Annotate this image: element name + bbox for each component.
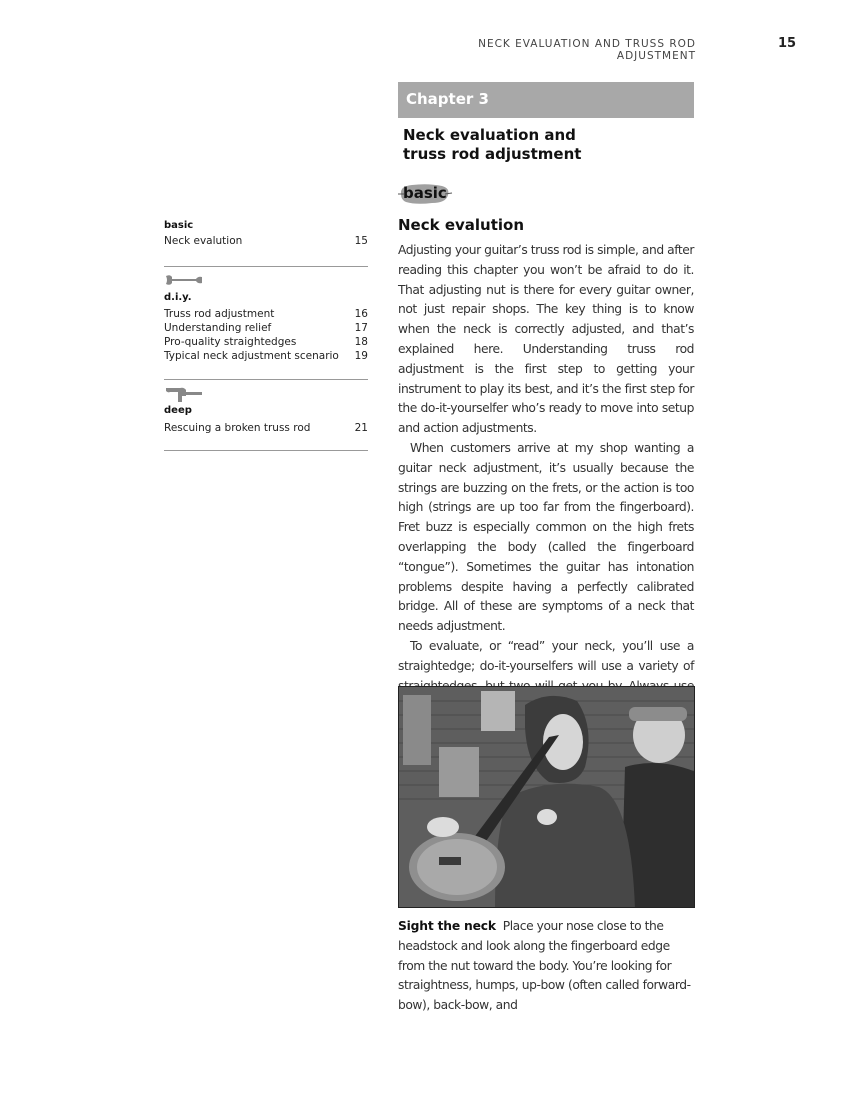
chapter-title-line2: truss rod adjustment: [403, 145, 582, 163]
sidebar-item-page: 18: [354, 336, 368, 348]
sidebar-divider: [164, 450, 368, 451]
sidebar-group-label: basic: [164, 220, 194, 231]
sidebar-item-title: Neck evalution: [164, 235, 243, 247]
level-stamp-label: basic: [403, 184, 447, 202]
sidebar-item-title: Pro-quality straightedges: [164, 336, 297, 348]
sidebar-item-page: 17: [354, 322, 368, 334]
sidebar-divider: [164, 379, 368, 380]
level-stamp: [398, 182, 454, 206]
paragraph: When customers arrive at my shop wanting a guitar neck adjustment, it’s usually because the strings are buzzing on the frets, or the action is too high (strings are up too far from the fingerboard). Fret buzz is especially common on the high frets overlapping the body (called the fingerboard “tongue”). Sometimes the guitar has intonation problems despite having a perfectly calibrated bridge. All of these are symptoms of a neck that needs adjustment.: [398, 440, 694, 634]
sidebar-item[interactable]: [164, 321, 368, 335]
chapter-title: [403, 126, 693, 164]
sidebar-group-label: deep: [164, 405, 192, 416]
sidebar-group-diy: [164, 292, 368, 363]
sidebar-item-title: Typical neck adjustment scenario: [164, 350, 339, 362]
sidebar-item-page: 21: [354, 422, 368, 434]
hammer-icon: [164, 386, 204, 402]
caption-lead: Sight the neck: [398, 919, 496, 933]
sidebar-item[interactable]: [164, 307, 368, 321]
sidebar-item-page: 16: [354, 308, 368, 320]
sidebar-group-label: d.i.y.: [164, 292, 192, 303]
running-head: NECK EVALUATION AND TRUSS ROD ADJUSTMENT: [478, 38, 696, 62]
page-number: 15: [778, 36, 797, 51]
body-text: [398, 241, 694, 736]
paragraph: To evaluate, or “read” your neck, you’ll use a straightedge; do-it-yourselfers will use a variety of: [398, 638, 694, 673]
chapter-title-line1: Neck evaluation and: [403, 126, 576, 144]
photo-sighting-neck: [398, 686, 695, 908]
sidebar-group-basic: [164, 220, 368, 248]
sidebar-item-title: Rescuing a broken truss rod: [164, 422, 311, 434]
sidebar-item[interactable]: [164, 234, 368, 248]
paragraph: Adjusting your guitar’s truss rod is simple, and after reading this chapter you won’t be afraid to do it. That adjusting nut is there for every guitar owner, not just repair shops. The key thing is to know when the neck is correctly adjusted, and that’s explained here. Understanding truss rod adjustment is the first step to getting your instrument to play its best, and it’s the first step for the do-it-yourselfer who’s ready to move into setup and action adjustments.: [398, 243, 694, 436]
sidebar-item-page: 15: [354, 235, 368, 247]
guitar-photo-illustration: [399, 687, 695, 908]
sidebar-item[interactable]: [164, 335, 368, 349]
photo-caption: [398, 917, 694, 1016]
wrench-icon: [164, 274, 204, 286]
sidebar-item[interactable]: [164, 421, 368, 435]
caption-text: Place your nose close to the headstock and look along the fingerboard edge from the nut toward the body. You’re looking for straightness, humps, up-bow (often called forward-bow), back-bow, and: [398, 919, 691, 1013]
sidebar-item[interactable]: [164, 349, 368, 363]
sidebar-item-title: Truss rod adjustment: [164, 308, 275, 320]
sidebar-divider: [164, 266, 368, 267]
sidebar-item-page: 19: [354, 350, 368, 362]
section-heading: Neck evalution: [398, 216, 525, 234]
chapter-label-bar: Chapter 3: [398, 82, 694, 118]
sidebar-group-deep: [164, 405, 368, 435]
sidebar-item-title: Understanding relief: [164, 322, 272, 334]
